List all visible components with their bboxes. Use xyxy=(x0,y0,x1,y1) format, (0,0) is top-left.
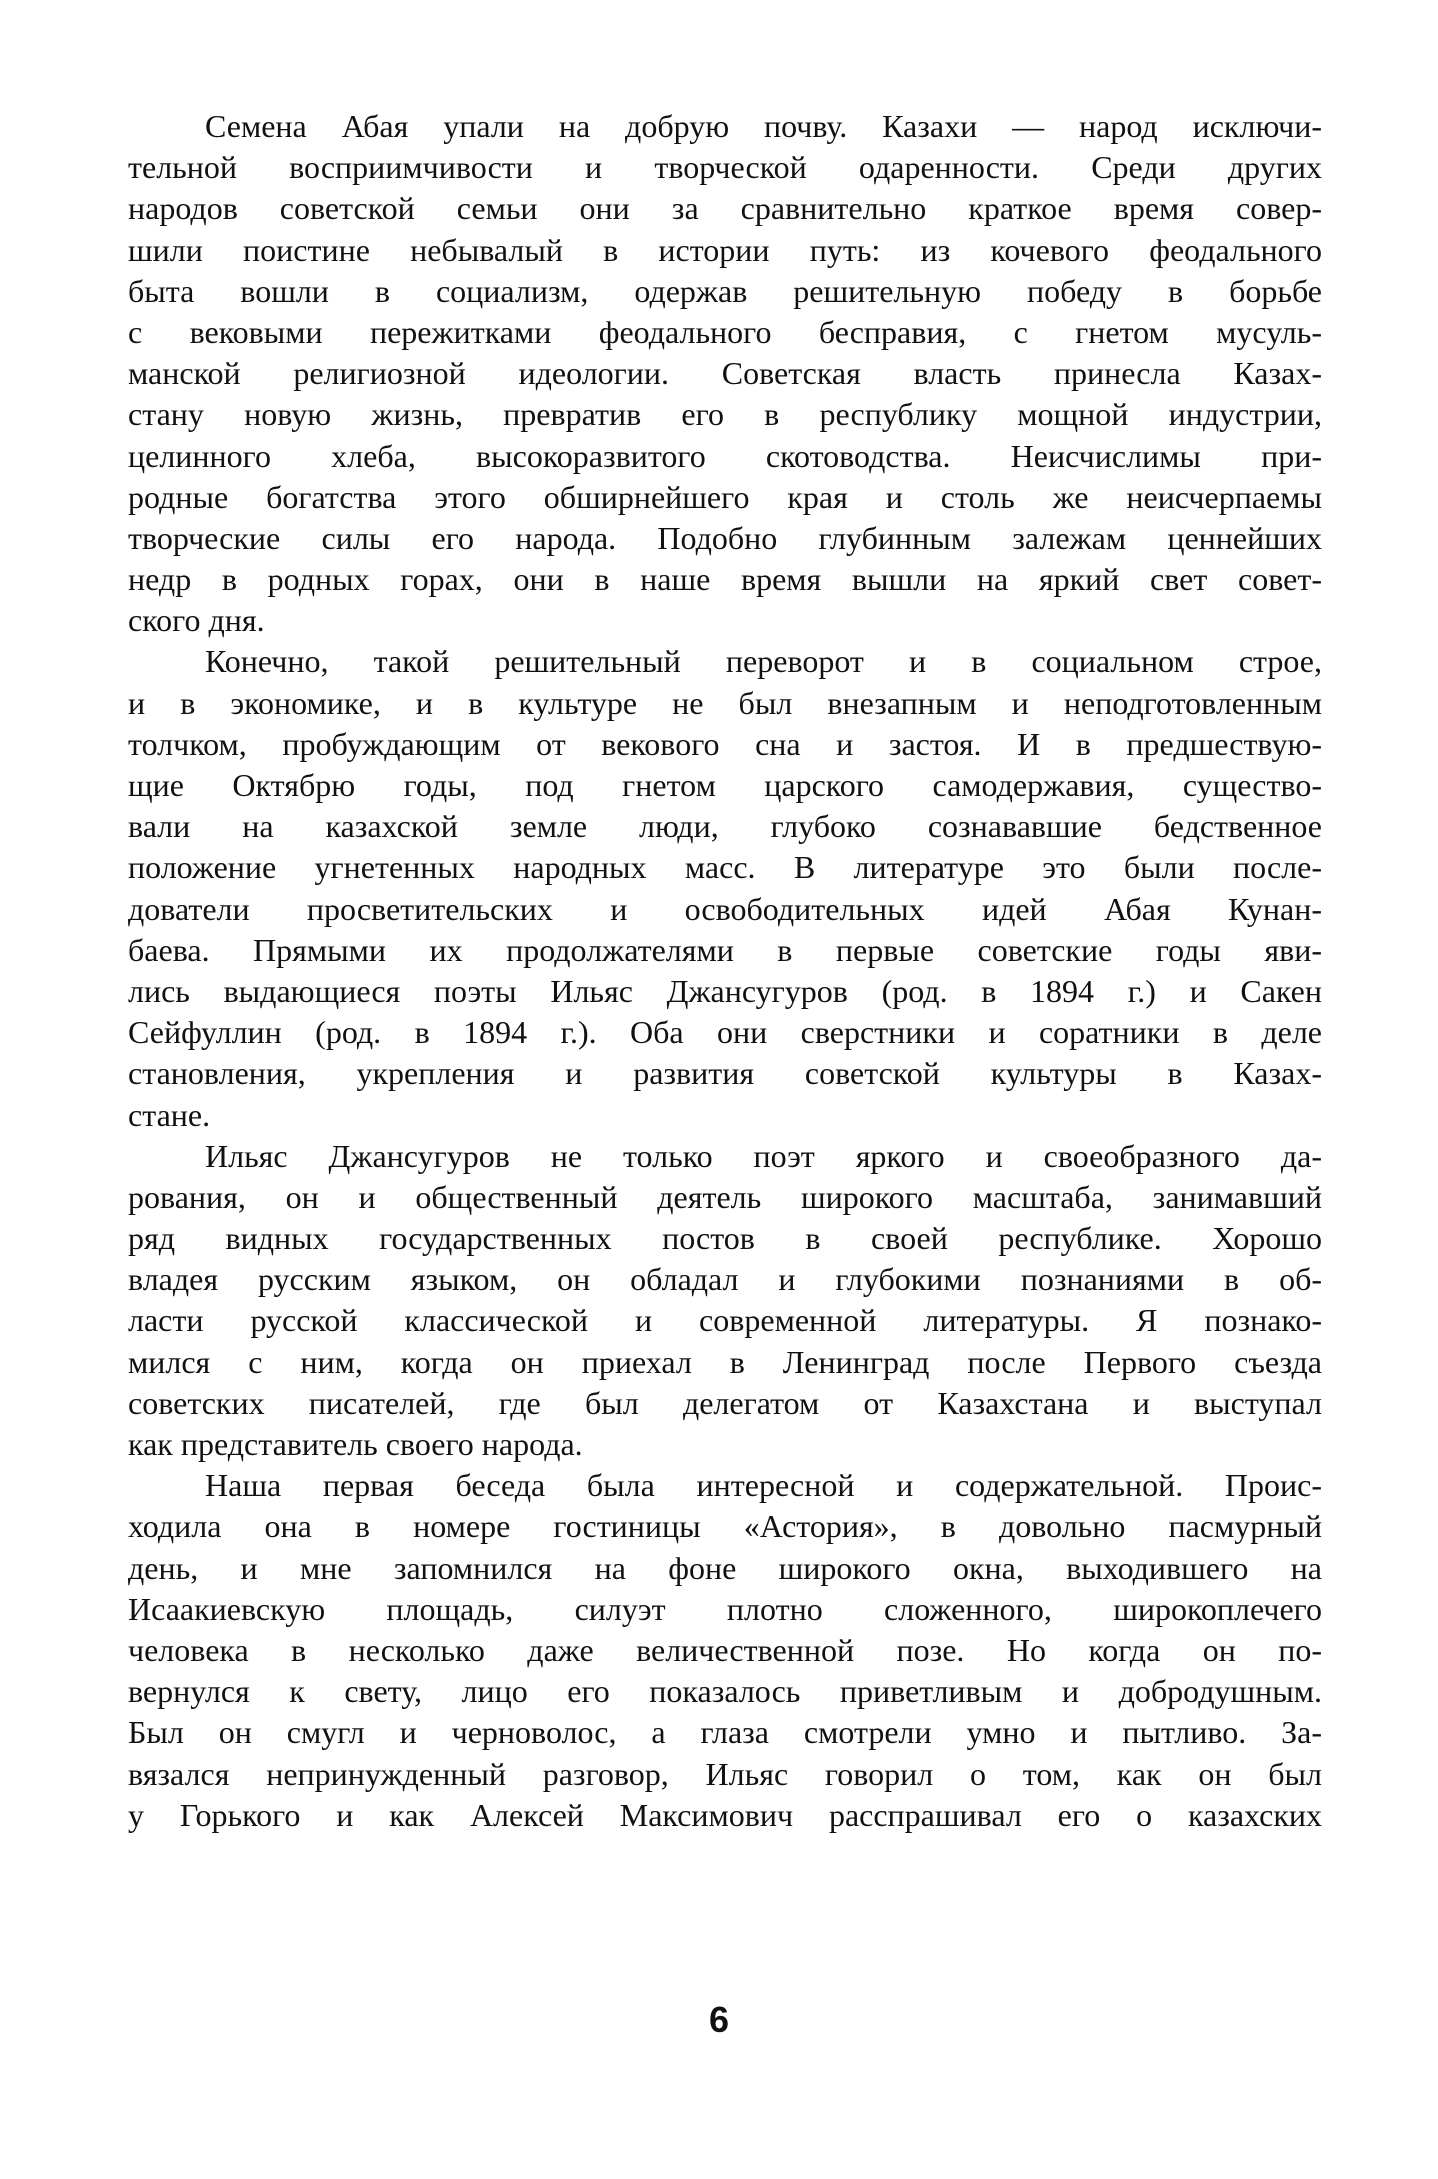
body-text xyxy=(128,106,1322,1836)
text-line: целинного хлеба, высокоразвитого скотоводства. Неисчислимы при- xyxy=(128,437,1322,474)
text-line: у Горького и как Алексей Максимович расспрашивал его о казахских xyxy=(128,1796,1322,1833)
text-line: быта вошли в социализм, одержав решительную победу в борьбе xyxy=(128,272,1322,309)
text-line: творческие силы его народа. Подобно глубинным залежам ценнейших xyxy=(128,519,1322,556)
text-line: и в экономике, и в культуре не был внезапным и неподготовленным xyxy=(128,684,1322,721)
text-line: положение угнетенных народных масс. В литературе это были после- xyxy=(128,849,1322,886)
text-line: становления, укрепления и развития советской культуры в Казах- xyxy=(128,1055,1322,1092)
text-line: с вековыми пережитками феодального бесправия, с гнетом мусуль- xyxy=(128,313,1322,350)
text-line: день, и мне запомнился на фоне широкого окна, выходившего на xyxy=(128,1549,1322,1586)
text-line: рования, он и общественный деятель широкого масштаба, занимавший xyxy=(128,1178,1322,1215)
paragraph xyxy=(128,641,1322,1135)
text-line: ского дня. xyxy=(128,602,265,639)
paragraph xyxy=(128,1136,1322,1466)
text-line: советских писателей, где был делегатом от Казахстана и выступал xyxy=(128,1384,1322,1421)
text-line: народов советской семьи они за сравнительно краткое время совер- xyxy=(128,190,1322,227)
text-line: ряд видных государственных постов в своей республике. Хорошо xyxy=(128,1220,1322,1257)
text-line: Конечно, такой решительный переворот и в социальном строе, xyxy=(205,643,1322,680)
text-line: Семена Абая упали на добрую почву. Казахи — народ исключи- xyxy=(205,108,1322,144)
paragraph xyxy=(128,106,1322,641)
text-line: дователи просветительских и освободительных идей Абая Кунан- xyxy=(128,890,1322,927)
paragraph xyxy=(128,1465,1322,1836)
text-line: мился с ним, когда он приехал в Ленинград после Первого съезда xyxy=(128,1343,1322,1380)
text-line: толчком, пробуждающим от векового сна и застоя. И в предшествую- xyxy=(128,725,1322,762)
text-line: Исаакиевскую площадь, силуэт плотно сложенного, широкоплечего xyxy=(128,1590,1322,1627)
text-line: манской религиозной идеологии. Советская власть принесла Казах- xyxy=(128,355,1322,392)
text-line: вязался непринужденный разговор, Ильяс говорил о том, как он был xyxy=(128,1755,1322,1792)
text-line: Ильяс Джансугуров не только поэт яркого и своеобразного да- xyxy=(205,1137,1322,1174)
text-line: Был он смугл и черноволос, а глаза смотрели умно и пытливо. За- xyxy=(128,1714,1322,1751)
text-line: ходила она в номере гостиницы «Астория», в довольно пасмурный xyxy=(128,1508,1322,1545)
text-line: вали на казахской земле люди, глубоко сознававшие бедственное xyxy=(128,808,1322,845)
text-line: ласти русской классической и современной литературы. Я познако- xyxy=(128,1302,1322,1339)
page-number: 6 xyxy=(708,1999,730,2040)
text-line: стане. xyxy=(128,1096,211,1133)
text-line: баева. Прямыми их продолжателями в первые советские годы яви- xyxy=(128,931,1322,968)
text-line: стану новую жизнь, превратив его в республику мощной индустрии, xyxy=(128,396,1322,433)
text-line: лись выдающиеся поэты Ильяс Джансугуров (род. в 1894 г.) и Сакен xyxy=(128,972,1322,1009)
text-line: владея русским языком, он обладал и глубокими познаниями в об- xyxy=(128,1261,1322,1298)
text-line: родные богатства этого обширнейшего края и столь же неисчерпаемы xyxy=(128,478,1322,515)
text-line: недр в родных горах, они в наше время вышли на яркий свет совет- xyxy=(128,561,1322,598)
text-line: вернулся к свету, лицо его показалось приветливым и добродушным. xyxy=(128,1673,1322,1710)
text-line: Сейфуллин (род. в 1894 г.). Оба они сверстники и соратники в деле xyxy=(128,1014,1322,1051)
text-line: Наша первая беседа была интересной и содержательной. Проис- xyxy=(205,1467,1322,1504)
text-line: как представитель своего народа. xyxy=(128,1426,583,1462)
text-line: человека в несколько даже величественной позе. Но когда он по- xyxy=(128,1631,1322,1668)
text-line: тельной восприимчивости и творческой одаренности. Среди других xyxy=(128,149,1322,186)
text-line: щие Октябрю годы, под гнетом царского самодержавия, существо- xyxy=(128,767,1322,803)
text-line: шили поистине небывалый в истории путь: из кочевого феодального xyxy=(128,231,1322,268)
